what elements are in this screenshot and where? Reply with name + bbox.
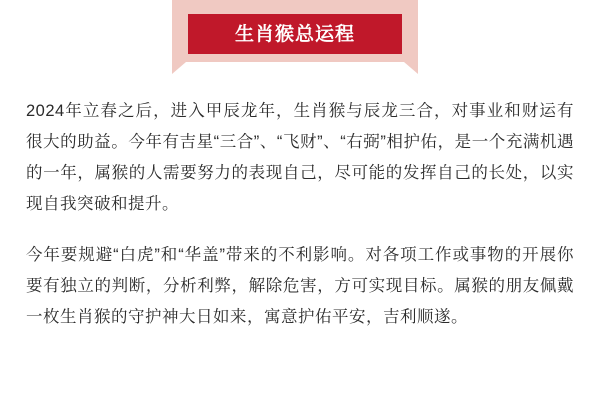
article-body	[0, 74, 600, 333]
article-paragraph: 2024年立春之后，进入甲辰龙年，生肖猴与辰龙三合，对事业和财运有很大的助益。今年有吉星“三合”、“飞财”、“右弼”相护佑，是一个充满机遇的一年，属猴的人需要努力的表现自己，尽可能的发挥自己的长处，以实现自我突破和提升。	[26, 102, 574, 213]
page-title: 生肖猴总运程	[234, 23, 355, 45]
ribbon-notch-right-icon	[404, 62, 418, 74]
ribbon-notch-left-icon	[172, 62, 186, 74]
article-paragraph: 今年要规避“白虎”和“华盖”带来的不利影响。对各项工作或事物的开展你要有独立的判断，分析利弊，解除危害，方可实现目标。属猴的朋友佩戴一枚生肖猴的守护神大日如来，寓意护佑平安，吉利顺遂。	[26, 246, 574, 326]
header-banner	[0, 0, 600, 74]
ribbon-title-banner	[188, 14, 402, 54]
